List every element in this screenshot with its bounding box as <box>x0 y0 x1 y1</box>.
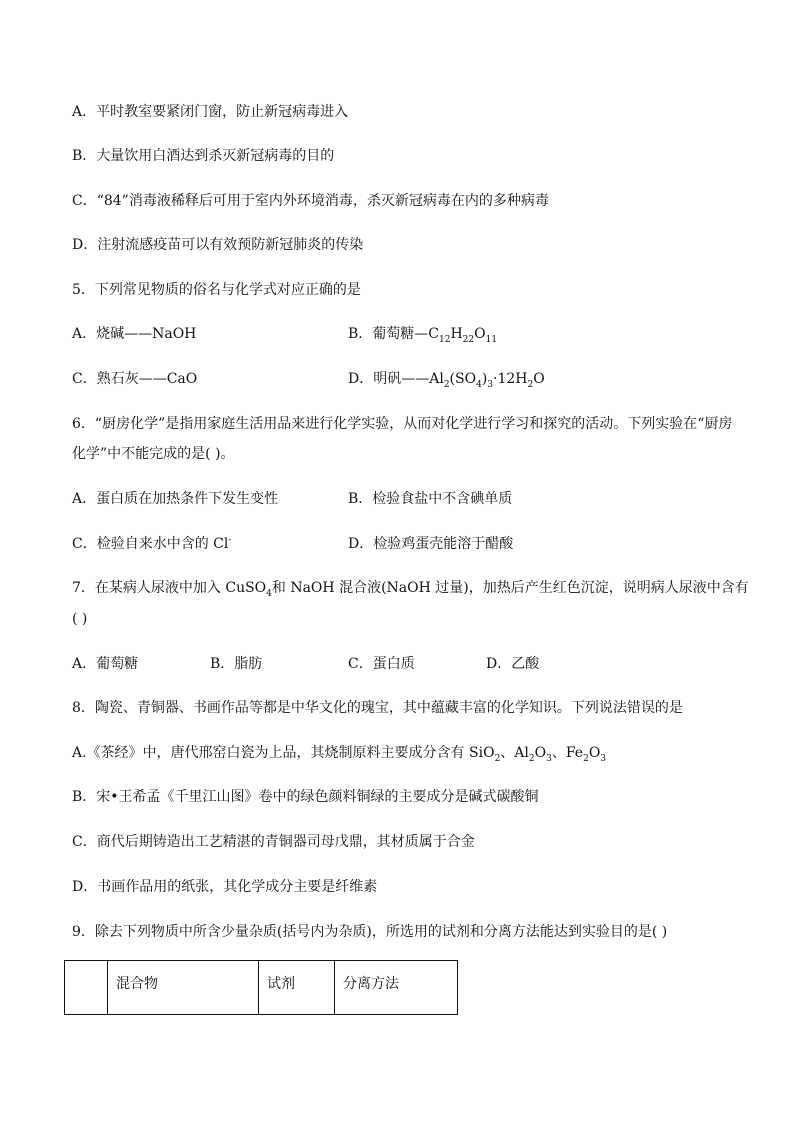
q5-option-d: D．明矾$——Al_2(SO_4)_3\cdot 12H_2O$ <box>348 371 545 390</box>
q5-stem: 5．下列常见物质的俗名与化学式对应正确的是 <box>72 282 361 298</box>
q5-option-b: B．葡萄糖$—C_{12}H_{22}O_{11}$ <box>348 326 498 345</box>
q7-stem-line2: ( ) <box>72 611 88 627</box>
q7-option-d: D．乙酸 <box>486 656 540 672</box>
q4-option-a: A．平时教室要紧闭门窗，防止新冠病毒进入 <box>72 104 349 120</box>
q9-table <box>64 960 458 1015</box>
q6-option-c: C．检验自来水中含的 Cl- <box>72 535 232 552</box>
q7-option-b: B．脂肪 <box>210 656 263 672</box>
q5-option-a: A．烧碱——NaOH <box>72 326 197 342</box>
q7-stem-line1: 7．在某病人尿液中加入 CuSO$_4$和 NaOH 混合液(NaOH 过量)，加热后产生红色沉淀，说明病人尿液中含有 <box>72 580 749 599</box>
q6-stem-line2: 化学”中不能完成的是( )。 <box>72 446 235 462</box>
q5-option-c: C．熟石灰——CaO <box>72 371 198 387</box>
q9-stem: 9．除去下列物质中所含少量杂质(括号内为杂质)，所选用的试剂和分离方法能达到实验目的是( ) <box>72 924 668 940</box>
q4-option-c: C．“84”消毒液稀释后可用于室内外环境消毒，杀灭新冠病毒在内的多种病毒 <box>72 193 549 209</box>
table-header-method: 分离方法 <box>335 961 458 1015</box>
q7-option-a: A．葡萄糖 <box>72 656 139 672</box>
q6-option-a: A．蛋白质在加热条件下发生变性 <box>72 491 279 507</box>
table-header-row <box>65 961 458 1015</box>
q8-option-d: D．书画作品用的纸张，其化学成分主要是纤维素 <box>72 879 378 895</box>
q8-option-c: C．商代后期铸造出工艺精湛的青铜器司母戊鼎，其材质属于合金 <box>72 834 475 850</box>
q4-option-d: D．注射流感疫苗可以有效预防新冠肺炎的传染 <box>72 237 364 253</box>
q6-option-d: D．检验鸡蛋壳能溶于醋酸 <box>348 536 514 552</box>
table-header-index <box>65 961 108 1015</box>
q7-option-c: C．蛋白质 <box>348 656 415 672</box>
q6-stem-line1: 6．“厨房化学”是指用家庭生活用品来进行化学实验，从而对化学进行学习和探究的活动。下列实验在“厨房 <box>72 416 733 432</box>
table-header-reagent: 试剂 <box>259 961 335 1015</box>
q8-option-a: A.《茶经》中，唐代邢窑白瓷为上品，其烧制原料主要成分含有 SiO$_2$、$Al_2O_3$、$Fe_2O_3$ <box>72 745 607 764</box>
q8-option-b: B．宋•王希孟《千里江山图》卷中的绿色颜料铜绿的主要成分是碱式碳酸铜 <box>72 789 539 805</box>
q4-option-b: B．大量饮用白酒达到杀灭新冠病毒的目的 <box>72 148 335 164</box>
q8-stem: 8．陶瓷、青铜器、书画作品等都是中华文化的瑰宝，其中蕴藏丰富的化学知识。下列说法错误的是 <box>72 700 683 716</box>
table-header-mixture: 混合物 <box>108 961 259 1015</box>
q6-option-b: B．检验食盐中不含碘单质 <box>348 491 513 507</box>
